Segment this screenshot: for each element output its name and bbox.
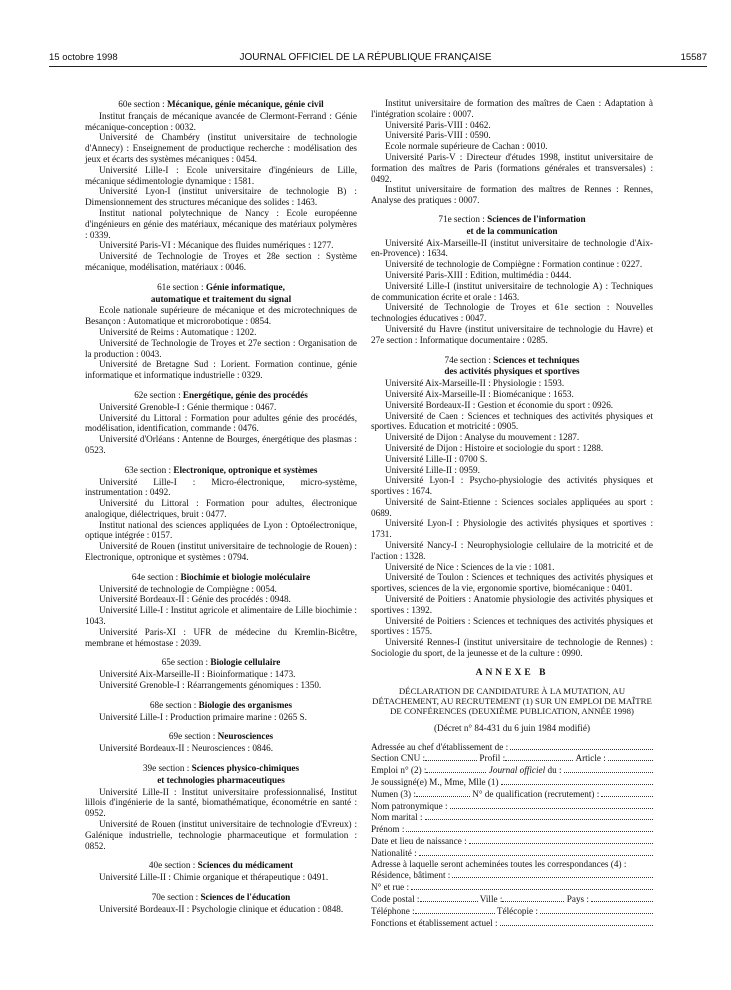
entry: Université de Dijon : Histoire et sociologie du sport : 1288. [385,442,604,453]
form-line-marital[interactable] [371,811,653,823]
section-name: Sciences du médicament [197,860,294,871]
form-label: Pays : [566,894,589,905]
section-name-line2: automatique et traitement du signal [150,293,292,304]
entry: Université de Caen : Sciences et techniques des activités physiques et sportives. Education et motricité : 0905. [371,410,653,432]
form-line-prenom[interactable] [371,823,653,835]
section-number: 62e section : [134,389,181,400]
right-column [371,98,653,928]
entry: Université Lille-II : 0700 S. [385,453,488,464]
section-block [85,763,357,851]
form-label: Emploi n° (2) : [371,765,427,776]
annex-decree: (Décret n° 84-431 du 6 juin 1984 modifié) [434,722,590,733]
page-number: 15587 [680,52,707,63]
section-block [85,390,357,456]
entry: Université Lille-I : Production primaire marine : 0265 S. [99,711,307,722]
entry: Université de Poitiers : Sciences et techniques des activités physiques et sportives : 1575. [371,615,653,637]
section-number: 60e section : [118,99,165,109]
section-block [371,214,653,346]
section-title [85,892,357,903]
section-number: 71e section : [438,213,485,224]
entry: Université Lille-I : Ecole universitaire d'ingénieurs de Lille, mécanique sédimentologie dynamique : 1581. [85,164,357,186]
section-number: 63e section : [124,464,172,475]
entry: Université Paris-VI : Mécanique des fluides numériques : 1277. [99,240,334,251]
section-name: Neurosciences [217,731,274,742]
form-label: Télécopie : [496,905,538,916]
section-title [85,99,357,110]
section-block [85,99,357,273]
section-name-line2: et de la communication [466,225,558,236]
section-title [85,731,357,742]
form-label: Code postal : [371,894,420,905]
section-name: Biologie des organismes [198,699,293,710]
entry: Université de Chambéry (institut universitaire de technologie d'Annecy) : Enseignement de productique recherche : modélisation des jeux et écarts des systèmes mécaniques : 0454. [85,132,357,164]
form-label: Je soussigné(e) M., Mme, Mlle (1) [371,777,499,788]
form-label: Résidence, bâtiment : [371,870,451,881]
right-top-entries [371,98,653,206]
entry: Institut universitaire de formation des maîtres de Rennes : Rennes, Analyse des pratiques : 0007. [371,184,653,206]
entry: Université de Rouen (institut universitaire de technologie de Rouen) : Electronique, optronique et systèmes : 0794. [85,541,357,563]
section-block [371,355,653,659]
entry: Université Paris-VIII : 0590. [385,130,491,141]
section-title [85,700,357,711]
section-name-line2: des activités physiques et sportives [444,366,580,377]
section-title [85,657,357,668]
section-block [85,465,357,563]
entry: Institut universitaire de formation des maîtres de Caen : Adaptation à l'intégration scolaire : 0007. [371,98,653,119]
section-name: Biologie cellulaire [210,657,281,668]
entry: Université Paris-VIII : 0462. [385,119,491,130]
entry: Université de Technologie de Troyes et 61e section : Nouvelles technologies éducatives : 0047. [371,302,653,324]
entry: Université Grenoble-I : Réarrangements génomiques : 1350. [99,680,322,691]
section-title [85,572,357,583]
entry: Université Lyon-I (institut universitaire de technologie B) : Dimensionnement des structures mécanique des solides : 1463. [85,186,357,208]
entry: Université du Littoral : Formation pour adultes, électronique analogique, diélectriques, bruit : 0477. [85,498,357,519]
entry: Université Aix-Marseille-II (institut universitaire de technologie d'Aix-en-Provence) : 1634. [371,237,653,259]
entry: Ecole normale supérieure de Cachan : 0010. [385,141,548,152]
entry: Université Lyon-I : Psycho-physiologie des activités physiques et sportives : 1674. [371,475,653,497]
entry: Université Lille-I (institut universitaire de technologie A) : Techniques de communication écrite et orale : 1463. [371,280,653,302]
annex-title: ANNEXE B [475,667,549,678]
form-line-nationalite[interactable] [371,847,653,859]
entry: Université de Nice : Sciences de la vie : 1081. [385,561,555,572]
section-block [85,572,357,649]
form-line-residence[interactable] [371,869,653,881]
section-block [85,731,357,754]
entry: Institut national polytechnique de Nancy : Ecole européenne d'ingénieurs en génie des matériaux, mécanique des matériaux polymères : 0339. [85,207,357,240]
section-name: Biochimie et biologie moléculaire [180,571,311,582]
section-number: 69e section : [168,731,216,742]
section-title [85,465,357,476]
entry: Université de Technologie de Troyes et 27e section : Organisation de la production : 0043. [85,337,357,359]
section-number: 74e section : [444,354,491,365]
right-sections [371,214,653,659]
section-number: 64e section : [131,571,179,582]
entry: Université Paris-XIII : Edition, multimédia : 0444. [385,269,572,280]
entry: Université du Havre (institut universitaire de technologie du Havre) et 27e section : Informatique documentaire : 0285. [371,323,653,345]
form-label: Fonctions et établissement actuel : [371,917,498,928]
section-title [85,390,357,401]
form-line-section[interactable] [371,752,653,764]
section-name: Mécanique, génie mécanique, génie civil [167,99,324,109]
entry: Université Paris-XI : UFR de médecine du Kremlin-Bicêtre, membrane et hémostase : 2039. [85,626,357,648]
annex-block [371,668,653,929]
header-rule [49,66,707,67]
form-dots [510,741,653,750]
entry: Université Bordeaux-II : Génie des procédés : 0948. [99,594,291,605]
section-name-line2: et technologies pharmaceutiques [157,774,285,785]
entry: Université Lyon-I : Physiologie des activités physiques et sportives : 1731. [371,518,653,540]
section-title [85,860,357,871]
entry: Université Lille-I : Micro-électronique, micro-système, instrumentation : 0492. [85,476,357,498]
form-label: N° et rue : [371,882,410,893]
section-name: Energétique, génie des procédés [182,389,308,400]
form-line-fonctions[interactable] [371,917,653,929]
entry: Université de Toulon : Sciences et techniques des activités physiques et sportives, sciences de la vie, ergonomie sportive, biomécanique : 0401. [371,572,653,594]
form-label: Section CNU : [371,753,426,764]
entry: Université Aix-Marseille-II : Biomécanique : 1653. [385,388,574,399]
section-title [371,214,653,225]
entry: Université Bordeaux-II : Neurosciences : 0846. [99,743,273,754]
entry: Université du Littoral : Formation pour adultes génie des procédés, modélisation, identification, commande : 0476. [85,412,357,434]
form-label: Numen (3) : [371,788,416,799]
section-name: Sciences physico-chimiques [191,763,300,774]
entry: Université Lille-II : 0959. [385,464,480,475]
section-name: Electronique, optronique et systèmes [173,464,318,475]
entry: Université de Bretagne Sud : Lorient. Formation continue, génie informatique et informatique industrielle : 0329. [85,359,357,381]
form-label: du : [547,765,562,776]
entry: Ecole nationale supérieure de mécanique et des microtechniques de Besançon : Automatique et microrobotique : 0854. [85,305,357,327]
entry: Université de Poitiers : Anatomie physiologie des activités physiques et sportives : 1392. [371,594,653,615]
form-label: Date et lieu de naissance : [371,836,467,847]
form-label: Nationalité : [371,847,417,858]
entry: Université de Saint-Etienne : Sciences sociales appliquées au sport : 0689. [371,496,653,518]
section-number: 70e section : [151,892,199,902]
section-name: Sciences de l'information [487,213,586,224]
section-name: Sciences de l'éducation [200,892,291,902]
entry: Université Rennes-I (institut universitaire de technologie de Rennes) : Sociologie du sport, de la jeunesse et de la culture : 0990. [371,637,653,659]
form-line-code[interactable] [371,893,653,905]
form-label: Journal officiel [488,765,546,776]
form-line-numen[interactable] [371,788,653,800]
section-block [85,657,357,690]
entry: Université Bordeaux-II : Psychologie clinique et éducation : 0848. [99,903,344,914]
entry: Université Lille-II : Chimie organique et thérapeutique : 0491. [99,872,329,883]
entry: Université de technologie de Compiègne : Formation continue : 0227. [385,259,643,270]
entry: Université Nancy-I : Neurophysiologie cellulaire de la motricité et de l'action : 1328. [371,540,653,561]
entry: Université Aix-Marseille-II : Bioinformatique : 1473. [99,669,296,680]
section-title [371,355,653,366]
entry: Université de Rouen (institut universitaire de technologie d'Evreux) : Galénique industrielle, technologie pharmaceutique et formulation : 0852. [85,819,357,851]
entry: Université de Reims : Automatique : 1202. [99,326,257,337]
form-label: Ville : [479,894,503,905]
section-number: 61e section : [157,281,204,292]
entry: Université de technologie de Compiègne : 0054. [99,583,277,594]
left-column [85,99,357,924]
entry: Université Lille-I : Institut agricole et alimentaire de Lille biochimie : 1043. [85,605,357,627]
application-form [371,741,653,929]
annex-subtitle: DÉCLARATION DE CANDIDATURE À LA MUTATION, AU DÉTACHEMENT, AU RECRUTEMENT (1) SUR UN EMPLOI DE MAÎTRE DE CONFÉRENCES (DEUXIÈME PUBLICATION, ANNÉE 1998) [372,685,652,717]
section-block [85,892,357,915]
form-label: Nom marital : [371,812,423,823]
section-title [85,282,357,293]
entry: Université de Dijon : Analyse du mouvement : 1287. [385,432,580,443]
section-block [85,282,357,381]
journal-title: JOURNAL OFFICIEL DE LA RÉPUBLIQUE FRANÇAISE [239,52,492,63]
section-number: 39e section : [142,763,190,774]
header-date: 15 octobre 1998 [49,52,118,63]
form-line-patronymique[interactable] [371,800,653,812]
form-label: Prénom : [371,824,405,835]
form-line-soussigne[interactable] [371,776,653,788]
entry: Université Lille-II : Institut universitaire professionnalisé, Institut lillois d'ingénierie de la santé, biomathématique, économétrie en santé : 0952. [85,786,357,819]
form-label: Adressée au chef d'établissement de : [371,741,509,752]
section-number: 68e section : [149,699,197,710]
section-title [85,763,357,774]
form-label: Téléphone : [371,905,415,916]
section-block [85,700,357,723]
form-label: Article : [575,753,606,764]
entry: Université Bordeaux-II : Gestion et économie du sport : 0926. [385,399,614,410]
form-label: Profil : [479,753,506,764]
section-name: Sciences et techniques [493,354,580,365]
entry: Université d'Orléans : Antenne de Bourges, énergétique des plasmas : 0523. [85,434,357,455]
entry: Université de Technologie de Troyes et 28e section : Système mécanique, modélisation, matériaux : 0046. [85,251,357,272]
entry: Université Paris-V : Directeur d'études 1998, institut universitaire de formation des maîtres de Paris (formations générales et transversales) : 0492. [371,151,653,184]
entry: Université Aix-Marseille-II : Physiologie : 1593. [385,378,565,389]
form-line-adresse[interactable] [371,741,653,753]
section-number: 40e section : [148,860,196,871]
section-block [85,860,357,883]
form-line-rue[interactable] [371,881,653,893]
entry: Université Grenoble-I : Génie thermique : 0467. [99,401,277,412]
section-number: 65e section : [161,657,209,668]
form-label: Nom patronymique : [371,800,448,811]
entry: Institut national des sciences appliquées de Lyon : Optoélectronique, optique intégrée : 0157. [85,519,357,541]
section-name: Génie informatique, [205,281,285,292]
form-line-naissance[interactable] [371,835,653,847]
form-line-emploi[interactable] [371,764,653,776]
form-line-telephone[interactable] [371,905,653,917]
form-line-adresse-correspondance: Adresse à laquelle seront acheminées toutes les correspondances (4) : [371,858,627,869]
entry: Institut français de mécanique avancée de Clermont-Ferrand : Génie mécanique-conception : 0032. [85,110,357,132]
form-label: N° de qualification (recrutement) : [472,788,600,799]
